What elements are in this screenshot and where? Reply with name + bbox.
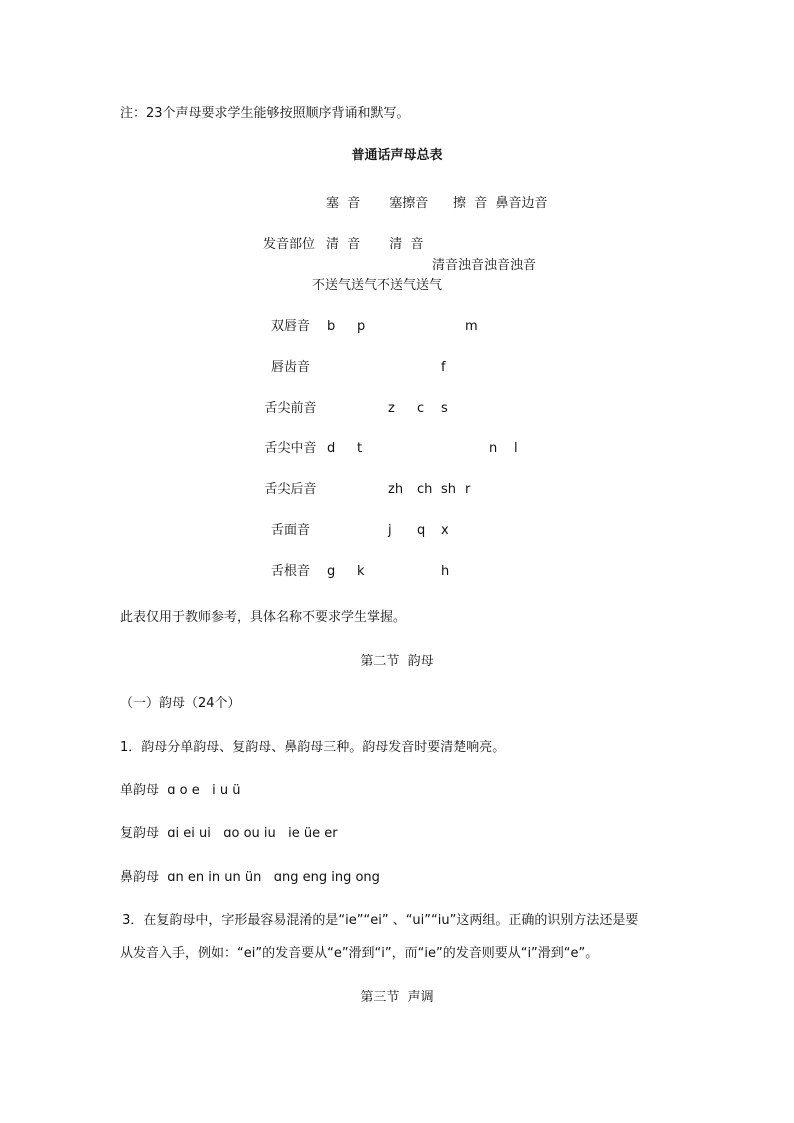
table-cell: l: [514, 441, 518, 456]
table-cell: d: [327, 441, 336, 456]
nasal-finals: 鼻韵母 ɑn en in un ün ɑng eng ing ong: [120, 870, 380, 885]
table-cell: ch: [417, 482, 433, 497]
subsection-finals: （一）韵母（24个）: [120, 696, 241, 711]
table-row-label: 舌尖中音: [264, 441, 317, 456]
table-cell: z: [388, 401, 395, 416]
table-cell: h: [441, 564, 450, 579]
table-cell: b: [327, 319, 336, 334]
table-cell: f: [441, 360, 446, 375]
table-row-label: 舌根音: [270, 564, 310, 579]
table-cell: s: [441, 401, 448, 416]
point-1: 1．韵母分单韵母、复韵母、鼻韵母三种。韵母发音时要清楚响亮。: [120, 740, 506, 755]
single-finals: 单韵母 ɑ o e i u ü: [120, 783, 241, 798]
table-header-row3: 清音浊音浊音浊音: [432, 258, 537, 273]
table-header-row4: 不送气送气不送气送气: [312, 278, 443, 293]
table-cell: t: [357, 441, 363, 456]
table-row-label: 舌尖后音: [264, 482, 317, 497]
table-cell: q: [417, 523, 426, 538]
note-text: 注：23个声母要求学生能够按照顺序背诵和默写。: [120, 106, 410, 121]
table-cell: x: [441, 523, 449, 538]
table-cell: c: [417, 401, 425, 416]
table-row-label: 双唇音: [270, 319, 310, 334]
table-note: 此表仅用于教师参考，具体名称不要求学生掌握。: [120, 610, 407, 625]
table-header-row2: 清 音 清 音: [326, 237, 424, 252]
section2-title: 第二节 韵母: [360, 654, 434, 669]
table-cell: n: [489, 441, 498, 456]
table-cell: p: [357, 319, 366, 334]
table-cell: sh: [441, 482, 457, 497]
table-cell: zh: [388, 482, 404, 497]
table-cell: k: [357, 564, 365, 579]
table-row-label: 舌尖前音: [264, 401, 317, 416]
table-cell: m: [465, 319, 478, 334]
table-row-label: 唇齿音: [270, 360, 310, 375]
table-row-label: 舌面音: [270, 523, 310, 538]
table-title: 普通话声母总表: [351, 148, 443, 163]
table-header-label: 发音部位: [263, 237, 316, 252]
section3-title: 第三节 声调: [360, 990, 434, 1005]
table-cell: j: [388, 523, 392, 538]
table-cell: g: [327, 564, 336, 579]
table-cell: r: [465, 482, 471, 497]
table-header-row1: 塞 音 塞擦音 擦 音 鼻音边音: [326, 196, 548, 211]
compound-finals: 复韵母 ɑi ei ui ɑo ou iu ie üe er: [120, 826, 338, 841]
point-3-line1: 3．在复韵母中，字形最容易混淆的是“ie”“ei” 、“ui”“iu”这两组。正确的识别方法还是要: [118, 913, 639, 928]
point-3-line2: 从发音入手，例如：“ei”的发音要从“e”滑到“i”，而“ie”的发音则要从“i”滑到“e”。: [120, 946, 599, 961]
